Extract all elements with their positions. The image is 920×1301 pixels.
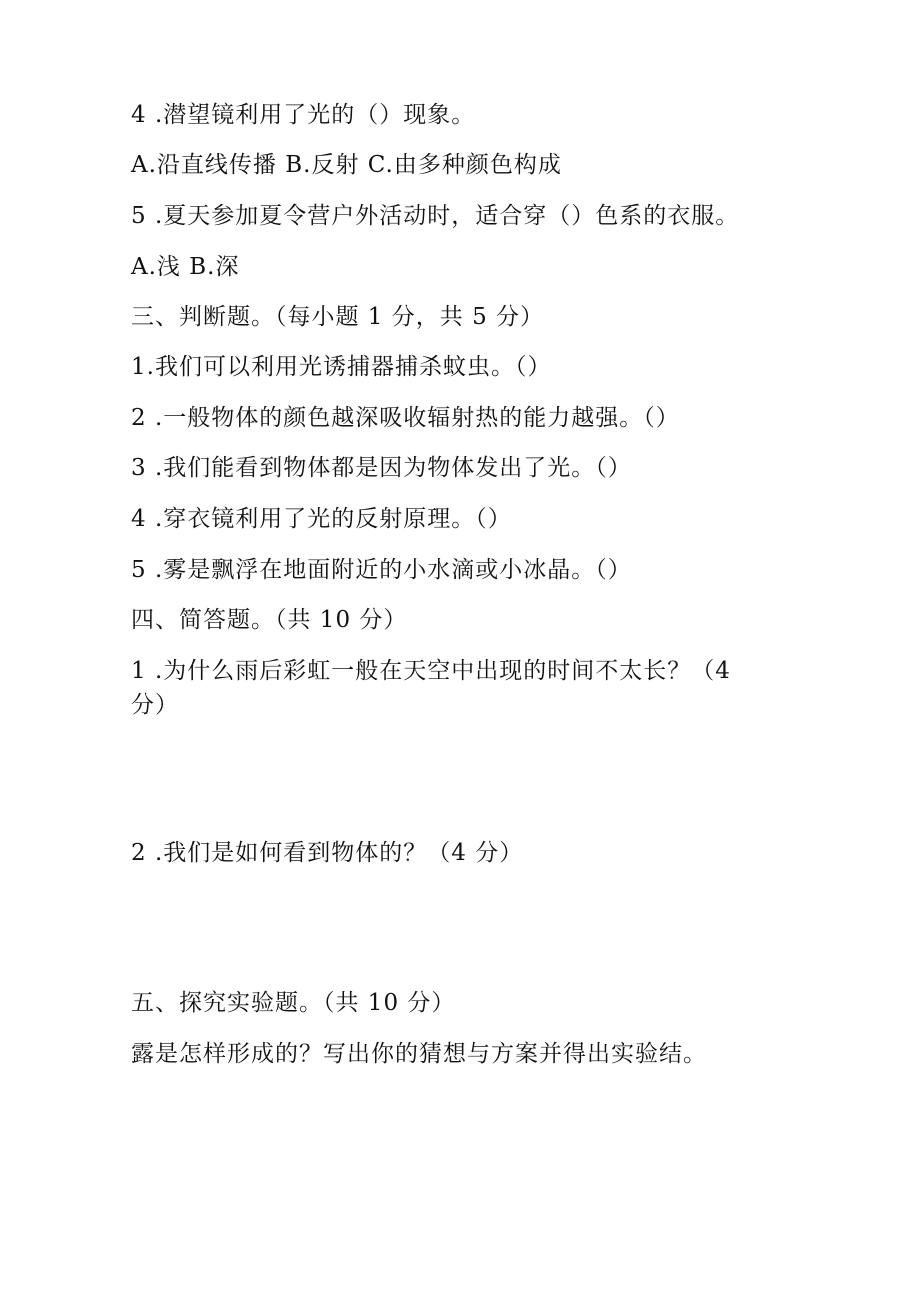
judgment-item: 5 .雾是飘浮在地面附近的小水滴或小冰晶。（） [131, 557, 632, 583]
question-4-options: A.沿直线传播 B.反射 C.由多种颜色构成 [131, 152, 562, 178]
question-4: 4 .潜望镜利用了光的（）现象。 [131, 102, 476, 128]
judgment-item: 3 .我们能看到物体都是因为物体发出了光。（） [131, 455, 632, 481]
question-5-options: A.浅 B.深 [131, 254, 240, 280]
question-5: 5 .夏天参加夏令营户外活动时，适合穿（）色系的衣服。 [131, 203, 740, 229]
section-4-heading: 四、简答题。（共 10 分） [131, 607, 408, 633]
short-answer-item: 1 .为什么雨后彩虹一般在天空中出现的时间不太长？（4 分） [131, 658, 731, 718]
section-5-heading: 五、探究实验题。（共 10 分） [131, 990, 456, 1016]
judgment-item: 1.我们可以利用光诱捕器捕杀蚊虫。（） [131, 354, 552, 380]
short-answer-item: 2 .我们是如何看到物体的？（4 分） [131, 840, 524, 866]
experiment-prompt: 露是怎样形成的？写出你的猜想与方案并得出实验结。 [131, 1041, 707, 1067]
judgment-item: 4 .穿衣镜利用了光的反射原理。（） [131, 506, 512, 532]
section-3-heading: 三、判断题。（每小题 1 分，共 5 分） [131, 304, 545, 330]
judgment-item: 2 .一般物体的颜色越深吸收辐射热的能力越强。（） [131, 405, 680, 431]
